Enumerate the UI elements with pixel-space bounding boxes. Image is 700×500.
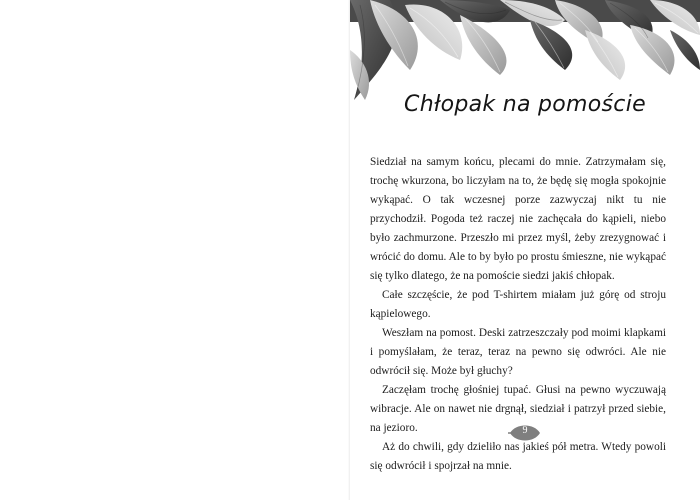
chapter-title: Chłopak na pomoście [404, 92, 646, 117]
paragraph: Całe szczęście, że pod T-shirtem miałam już górę od stroju kąpielowego. [370, 289, 666, 320]
paragraph: Siedział na samym końcu, plecami do mnie. Zatrzymałam się, trochę wkurzona, bo liczyłam na to, że będę się mogła spokojnie wykąpać. O tak wczesnej porze zazwyczaj nikt tu nie przychodził. Pogoda też raczej nie zachęcała do kąpieli, niebo było zachmurzone. Przeszło mi przez myśl, żeby zrezygnować i wrócić do domu. Ale to by było po prostu śmieszne, nie wykąpać się tylko dlatego, że na pomoście siedzi jakiś chłopak. [370, 156, 666, 282]
page-number: 9 [522, 425, 528, 436]
paragraph: Weszłam na pomost. Deski zatrzeszczały pod moimi klapkami i pomyślałam, że teraz, teraz na pewno się odwróci. Ale nie odwrócił się. Może był głuchy? [370, 327, 666, 377]
paragraph: Aż do chwili, gdy dzieliło nas jakieś pół metra. Wtedy powoli się odwrócił i spojrzał na mnie. [370, 441, 666, 472]
page-number-badge [508, 422, 542, 444]
right-page [350, 0, 700, 500]
leaves-illustration-icon [350, 0, 700, 100]
paragraph: Zaczęłam trochę głośniej tupać. Głusi na pewno wyczuwają wibracje. Ale on nawet nie drgnął, siedział i patrzył przed siebie, na jezioro. [370, 384, 666, 434]
